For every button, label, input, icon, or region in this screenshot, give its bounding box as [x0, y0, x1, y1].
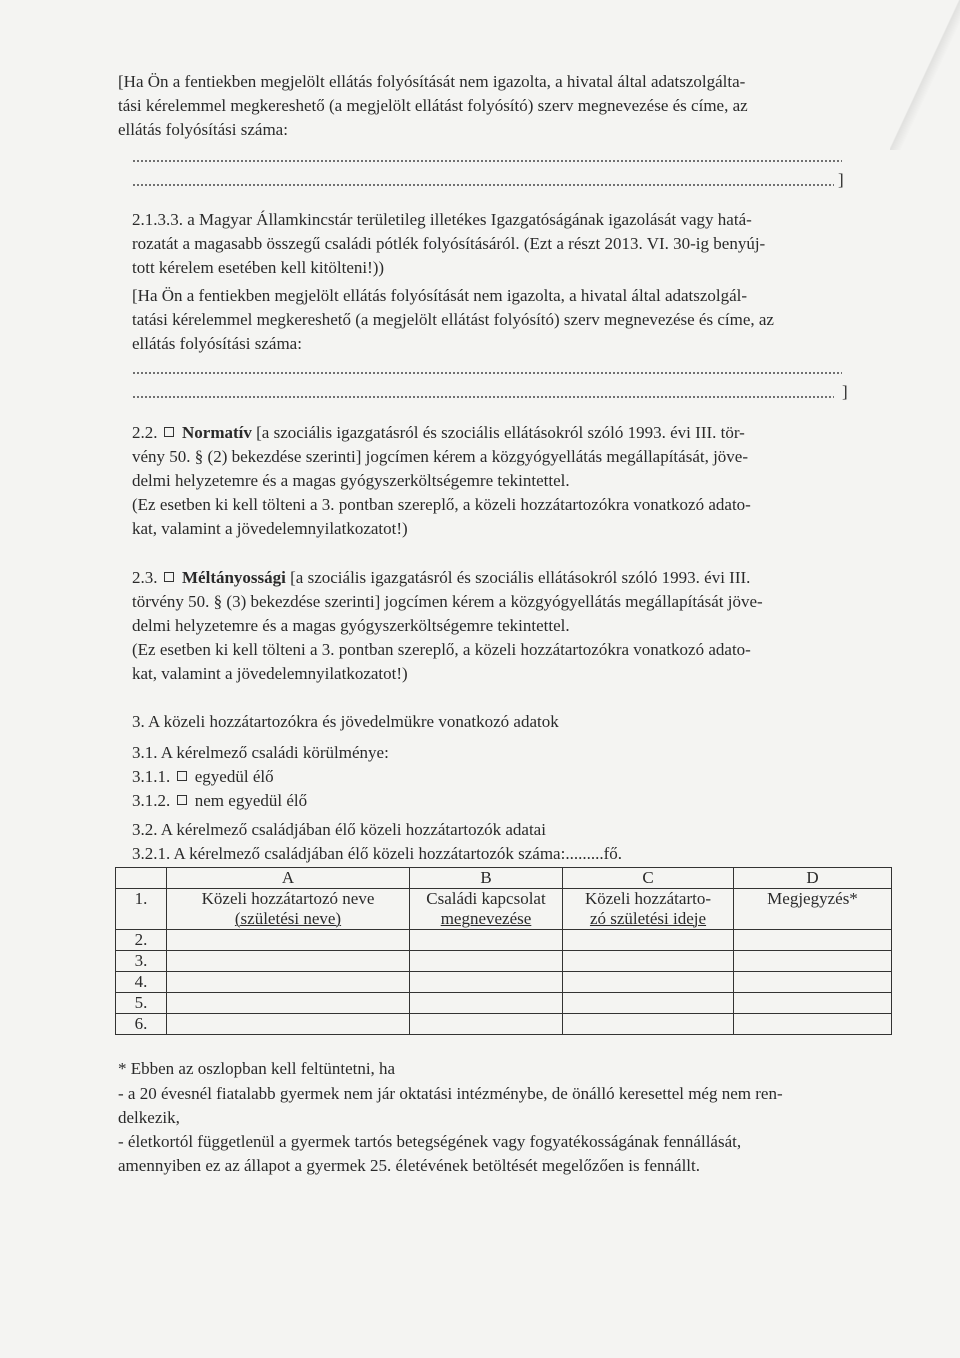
table-cell[interactable]: [167, 930, 410, 951]
mid-block-line-3: ellátás folyósítási száma:: [132, 334, 302, 353]
table-cell[interactable]: [734, 1014, 892, 1035]
table-cell[interactable]: [734, 951, 892, 972]
footnote-line-2: - a 20 évesnél fiatalabb gyermek nem jár oktatási intézménybe, de önálló keresettel még nem ren-: [118, 1084, 783, 1103]
section-2-1-3-3-line-2: rozatát a magasabb összegű családi pótlék folyósításáról. (Ezt a részt 2013. VI. 30-ig benyúj-: [132, 234, 766, 253]
footnote-line-1: * Ebben az oszlopban kell feltüntetni, ha: [118, 1059, 396, 1078]
egyedul-elo-label: egyedül élő: [194, 767, 274, 786]
table-row: [116, 1014, 892, 1035]
table-cell[interactable]: [167, 972, 410, 993]
section-2-2-line-3: delmi helyzetemre és a magas gyógyszerköltségemre tekintettel.: [132, 471, 570, 490]
section-3-2: 3.2. A kérelmező családjában élő közeli hozzátartozók adatai: [132, 820, 546, 839]
column-letter-a: A: [167, 868, 410, 889]
footnote-line-3: delkezik,: [118, 1108, 180, 1127]
table-cell[interactable]: [410, 972, 563, 993]
table-cell: [116, 868, 167, 889]
section-2-3-line-5: kat, valamint a jövedelemnyilatkozatot!): [132, 664, 408, 683]
section-2-3-text: [a szociális igazgatásról és szociális ellátásokról szóló 1993. évi III.: [290, 568, 751, 587]
row-number: 3.: [116, 951, 167, 972]
table-cell[interactable]: [563, 972, 734, 993]
section-2-2-text: [a szociális igazgatásról és szociális ellátásokról szóló 1993. évi III. tör-: [256, 423, 745, 442]
header-relationship: [410, 889, 563, 930]
closing-bracket: ]: [842, 382, 848, 401]
fill-in-dotted-line[interactable]: [132, 396, 834, 398]
meltanyossagi-checkbox[interactable]: [164, 572, 174, 582]
fill-in-dotted-line[interactable]: [132, 160, 842, 162]
column-letter-c: C: [563, 868, 734, 889]
table-cell[interactable]: [734, 930, 892, 951]
row-number: 5.: [116, 993, 167, 1014]
header-name: [167, 889, 410, 930]
row-number: 2.: [116, 930, 167, 951]
normativ-label: Normatív: [182, 423, 252, 442]
header-birth-date-line-1: Közeli hozzátarto-: [584, 889, 711, 908]
section-number: 2.3.: [132, 568, 158, 587]
table-cell[interactable]: [563, 951, 734, 972]
column-letter-b: B: [410, 868, 563, 889]
table-cell[interactable]: [167, 951, 410, 972]
header-name-line-1: Közeli hozzátartozó neve: [201, 889, 375, 908]
table-cell[interactable]: [410, 951, 563, 972]
section-3-1-1: [132, 767, 274, 787]
header-birth-date: [563, 889, 734, 930]
table-cell[interactable]: [734, 993, 892, 1014]
row-number: 4.: [116, 972, 167, 993]
table-cell[interactable]: [410, 930, 563, 951]
footnote-line-4: - életkortól függetlenül a gyermek tartós betegségének vagy fogyatékosságának fennállását,: [118, 1132, 742, 1151]
meltanyossagi-label: Méltányossági: [182, 568, 286, 587]
nem-egyedul-elo-checkbox[interactable]: [177, 795, 187, 805]
row-number: 6.: [116, 1014, 167, 1035]
section-2-2-line-5: kat, valamint a jövedelemnyilatkozatot!): [132, 519, 408, 538]
footnote-line-5: amennyiben ez az állapot a gyermek 25. életévének betöltését megelőzően is fennállt.: [118, 1156, 701, 1175]
section-number: 2.2.: [132, 423, 158, 442]
table-row: [116, 972, 892, 993]
table-header-row: [116, 889, 892, 930]
table-row: [116, 951, 892, 972]
section-3-heading: 3. A közeli hozzátartozókra és jövedelmükre vonatkozó adatok: [132, 712, 559, 731]
table-cell[interactable]: [734, 972, 892, 993]
mid-block-line-2: tatási kérelemmel megkereshető (a megjelölt ellátást folyósító) szerv megnevezése és címe, az: [132, 310, 774, 329]
section-2-3-line-4: (Ez esetben ki kell tölteni a 3. pontban szereplő, a közeli hozzátartozókra vonatkozó adato-: [132, 640, 751, 659]
section-2-3-line-1: [132, 568, 750, 588]
table-row: [116, 993, 892, 1014]
section-2-2-line-1: [132, 423, 745, 443]
mid-block-line-1: [Ha Ön a fentiekben megjelölt ellátás folyósítását nem igazolta, a hivatal által adatszolgál-: [132, 286, 748, 305]
table-cell[interactable]: [167, 993, 410, 1014]
fill-in-dotted-line[interactable]: [132, 184, 834, 186]
section-3-1: 3.1. A kérelmező családi körülménye:: [132, 743, 389, 762]
section-2-1-3-3-line-1: 2.1.3.3. a Magyar Államkincstár területileg illetékes Igazgatóságának igazolását vagy hatá-: [132, 210, 752, 229]
header-remark: Megjegyzés*: [734, 889, 892, 930]
table-cell[interactable]: [410, 993, 563, 1014]
header-name-line-2: (születési neve): [234, 909, 342, 928]
egyedul-elo-checkbox[interactable]: [177, 771, 187, 781]
fill-in-dotted-line[interactable]: [132, 372, 842, 374]
section-3-2-1: 3.2.1. A kérelmező családjában élő közeli hozzátartozók száma:.........fő.: [132, 844, 622, 863]
section-2-1-3-3-line-3: tott kérelem esetében kell kitölteni!)): [132, 258, 385, 277]
row-number: 1.: [116, 889, 167, 930]
top-block-line-2: tási kérelemmel megkereshető (a megjelölt ellátást folyósító) szerv megnevezése és címe, az: [118, 96, 748, 115]
table-column-letters: [116, 868, 892, 889]
header-relationship-line-2: megnevezése: [440, 909, 532, 928]
section-number: 3.1.2.: [132, 791, 171, 810]
table-cell[interactable]: [563, 993, 734, 1014]
table-cell[interactable]: [563, 930, 734, 951]
top-block-line-3: ellátás folyósítási száma:: [118, 120, 288, 139]
section-2-3-line-2: törvény 50. § (3) bekezdése szerinti] jogcímen kérem a közgyógyellátás megállapítását jöve-: [132, 592, 763, 611]
top-block-line-1: [Ha Ön a fentiekben megjelölt ellátás folyósítását nem igazolta, a hivatal által adatszolgálta-: [118, 72, 746, 91]
nem-egyedul-elo-label: nem egyedül élő: [194, 791, 308, 810]
page-corner-shadow: [890, 0, 960, 150]
section-number: 3.1.1.: [132, 767, 171, 786]
closing-bracket: ]: [838, 170, 844, 189]
section-2-3-line-3: delmi helyzetemre és a magas gyógyszerköltségemre tekintettel.: [132, 616, 570, 635]
family-members-table: [115, 867, 892, 1035]
table-row: [116, 930, 892, 951]
section-2-2-line-2: vény 50. § (2) bekezdése szerinti] jogcímen kérem a közgyógyellátás megállapítását, jöve-: [132, 447, 749, 466]
section-3-1-2: [132, 791, 307, 811]
table-cell[interactable]: [410, 1014, 563, 1035]
normativ-checkbox[interactable]: [164, 427, 174, 437]
header-relationship-line-1: Családi kapcsolat: [426, 889, 546, 908]
table-cell[interactable]: [563, 1014, 734, 1035]
header-birth-date-line-2: zó születési ideje: [589, 909, 707, 928]
column-letter-d: D: [734, 868, 892, 889]
section-2-2-line-4: (Ez esetben ki kell tölteni a 3. pontban szereplő, a közeli hozzátartozókra vonatkozó adato-: [132, 495, 751, 514]
table-cell[interactable]: [167, 1014, 410, 1035]
